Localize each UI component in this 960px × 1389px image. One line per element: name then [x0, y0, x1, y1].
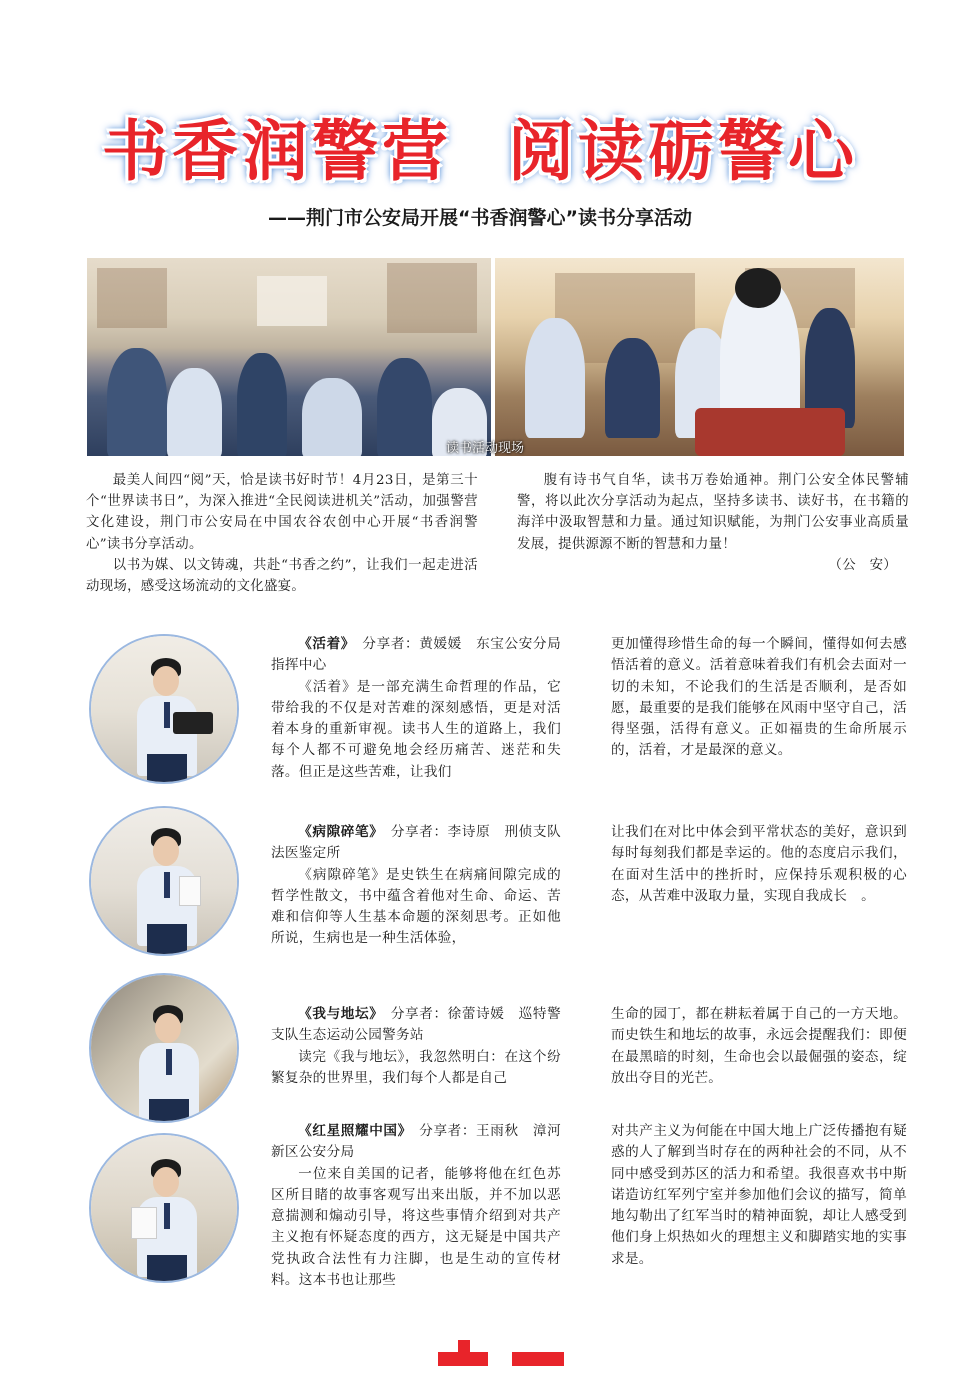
book-title: 《病隙碎笔》	[298, 824, 377, 840]
share-text: 生命的园丁，都在耕耘着属于自己的一方天地。而史铁生和地坛的故事，永远会提醒我们：即便在最黑暗的时刻，生命也会以最倔强的姿态，绽放出夺目的光芒。	[611, 1006, 907, 1086]
share-text: 一位来自美国的记者，能够将他在红色苏区所目睹的故事客观写出来出版，并不加以恶意揣测和煽动引导，将这些事情介绍到对共产主义抱有怀疑态度的西方，这无疑是中国共产党执政合法性有力注脚，也是生动的宣传材料。这本书也让那些	[271, 1165, 561, 1289]
share-header	[271, 634, 561, 677]
share-header	[271, 1121, 561, 1164]
sharer-info: 分享者：李诗原 刑侦支队法医鉴定所	[271, 824, 561, 862]
sharer-info: 分享者：黄媛媛 东宝公安分局指挥中心	[271, 636, 561, 674]
intro-paragraph: 腹有诗书气自华，读书万卷始通神。荆门公安全体民警辅警，将以此次分享活动为起点，坚持多读书、读好书，在书籍的海洋中汲取智慧和力量。通过知识赋能，为荆门公安事业高质量发展，提供源源不断的智慧和力量！	[517, 473, 909, 552]
signoff: （公 安）	[828, 557, 897, 573]
book-title: 《活着》	[298, 636, 349, 652]
sharer-photo-4	[89, 1133, 239, 1283]
intro-left-column	[86, 470, 478, 597]
share-4-column-a	[271, 1121, 561, 1291]
event-photo-right	[495, 258, 904, 456]
share-text: 对共产主义为何能在中国大地上广泛传播抱有疑惑的人了解到当时存在的两种社会的不同，从不同中感受到苏区的活力和希望。我很喜欢书中斯诺造访红军列宁室并参加他们会议的描写，简单地勾勒出了红军当时的精神面貌，却让人感受到他们身上炽热如火的理想主义和脚踏实地的实事求是。	[611, 1123, 907, 1267]
photo-caption: 读书活动现场	[446, 441, 525, 456]
book-title: 《红星照耀中国》	[298, 1123, 406, 1139]
page-subtitle: ——荆门市公安局开展“书香润警心”读书分享活动	[268, 207, 692, 229]
share-2-column-a	[271, 822, 561, 950]
sharer-photo-3	[89, 973, 239, 1123]
share-text: 《病隙碎笔》是史铁生在病痛间隙完成的哲学性散文，书中蕴含着他对生命、命运、苦难和信仰等人生基本命题的深刻思考。正如他所说，生病也是一种生活体验，	[271, 866, 561, 947]
sharer-photo-1	[89, 634, 239, 784]
share-text: 读完《我与地坛》，我忽然明白：在这个纷繁复杂的世界里，我们每个人都是自己	[271, 1048, 561, 1086]
share-header	[271, 822, 561, 865]
share-3-column-b	[611, 1004, 907, 1089]
sharer-photo-2	[89, 806, 239, 956]
share-text: 更加懂得珍惜生命的每一个瞬间，懂得如何去感悟活着的意义。活着意味着我们有机会去面对一切的未知，不论我们的生活是否顺利，是否如愿，最重要的是我们能够在风雨中坚守自己，活得坚强，活得有意义。正如福贵的生命所展示的，活着，才是最深的意义。	[611, 636, 907, 759]
share-text: 《活着》是一部充满生命哲理的作品，它带给我的不仅是对苦难的深刻感悟，更是对活着本身的重新审视。读书人生的道路上，我们每个人都不可避免地会经历痛苦、迷茫和失落。但正是这些苦难，让我们	[271, 678, 561, 780]
share-1-column-b	[611, 634, 907, 762]
intro-right-column	[517, 470, 909, 576]
page-title	[0, 98, 960, 193]
share-2-column-b	[611, 822, 907, 907]
sharer-info: 分享者：王雨秋 漳河新区公安分局	[271, 1123, 561, 1161]
share-text: 让我们在对比中体会到平常状态的美好，意识到每时每刻我们都是幸运的。他的态度启示我们，在面对生活中的挫折时，应保持乐观积极的心态，从苦难中汲取力量，实现自我成长 。	[611, 824, 907, 904]
book-title: 《我与地坛》	[298, 1006, 377, 1022]
page-number-mark-right	[512, 1352, 564, 1366]
sharer-info: 分享者：徐蕾诗媛 巡特警支队生态运动公园警务站	[271, 1006, 561, 1044]
intro-paragraph: 以书为媒、以文铸魂，共赴“书香之约”，让我们一起走进活动现场，感受这场流动的文化盛宴。	[86, 557, 478, 595]
share-3-column-a	[271, 1004, 561, 1089]
share-1-column-a	[271, 634, 561, 783]
title-part2: 阅读砺警心	[508, 113, 858, 190]
intro-paragraph: 最美人间四“阅”天，恰是读书好时节！4月23日，是第三十个“世界读书日”，为深入推进“全民阅读进机关”活动，加强警营文化建设，荆门市公安局在中国农谷农创中心开展“书香润警心”读书分享活动。	[86, 473, 478, 552]
share-header	[271, 1004, 561, 1047]
event-photo-left	[87, 258, 491, 456]
title-part1: 书香润警营	[102, 113, 452, 190]
page-number-mark-left-stem	[458, 1340, 470, 1366]
share-4-column-b	[611, 1121, 907, 1270]
